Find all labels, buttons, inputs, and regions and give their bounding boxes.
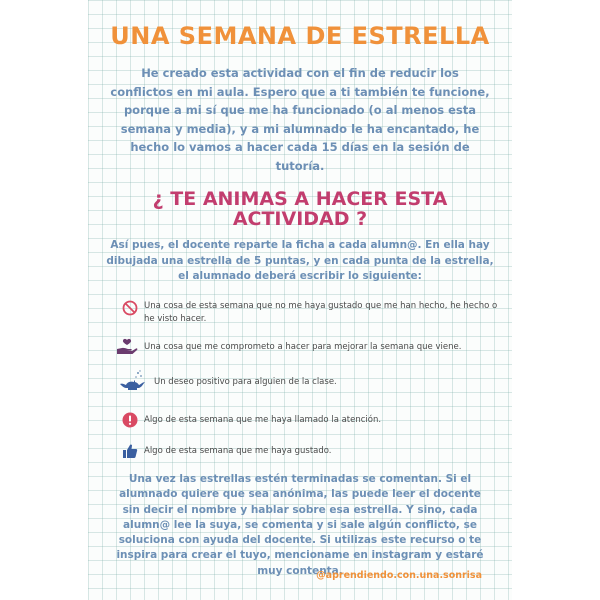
section-subtitle: ¿ TE ANIMAS A HACER ESTA ACTIVIDAD ?	[152, 188, 448, 230]
item-text: Una cosa de esta semana que no me haya gustado que me han hecho, he hecho o he visto hacer.	[144, 301, 498, 324]
exclamation-icon	[122, 412, 138, 433]
thumbs-up-icon	[122, 443, 138, 464]
intro-paragraph: He creado esta actividad con el fin de reducir los conflictos en mi aula. Espero que a ti también te funcione, porque a mi sí que me ha funcionado (o al menos esta semana y media), y a mi alumnado le ha encantado, he hecho lo vamos a hacer cada 15 días en la sesión de tutoría.	[110, 66, 490, 173]
item-text: Algo de esta semana que me haya gustado.	[144, 446, 332, 456]
worksheet-page	[88, 0, 512, 600]
hand-heart-icon	[116, 338, 138, 361]
prohibited-icon	[122, 300, 138, 321]
explanation-paragraph: Así pues, el docente reparte la ficha a cada alumn@. En ella hay dibujada una estrella de 5 puntas, y en cada punta de la estrella, el alumnado deberá escribir lo siguiente:	[106, 239, 494, 282]
list-item	[116, 338, 496, 361]
list-item	[118, 370, 496, 397]
closing-paragraph: Una vez las estrellas estén terminadas se comentan. Si el alumnado quiere que sea anónima, las puede leer el docente sin decir el nombre y hablar sobre esa estrella. Y sino, cada alumn@ lee la suya, se comenta y si sale algún conflicto, se soluciona con ayuda del docente. Si utilizas este recurso o te inspira para crear el tuyo, mencioname en instagram y estaré muy contenta.	[116, 473, 484, 577]
list-item	[122, 443, 498, 464]
instagram-handle: @aprendiendo.con.una.sonrisa	[316, 570, 482, 581]
page-title: UNA SEMANA DE ESTRELLA	[110, 22, 490, 50]
item-text: Un deseo positivo para alguien de la clase.	[154, 377, 337, 387]
item-text: Una cosa que me comprometo a hacer para mejorar la semana que viene.	[144, 342, 462, 352]
item-text: Algo de esta semana que me haya llamado la atención.	[144, 415, 382, 425]
list-item	[122, 300, 498, 326]
magic-lamp-icon	[118, 370, 148, 397]
list-item	[122, 412, 498, 433]
